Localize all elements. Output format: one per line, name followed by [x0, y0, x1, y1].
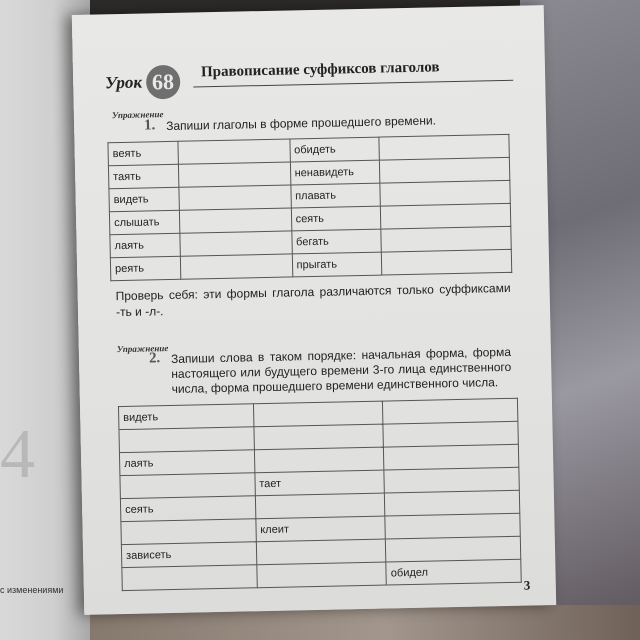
table-cell[interactable] [380, 157, 510, 183]
lesson-header [105, 65, 180, 101]
table-cell: таять [108, 164, 178, 188]
table-cell: видеть [118, 404, 253, 430]
table-cell[interactable] [180, 254, 292, 279]
table-cell[interactable] [178, 162, 290, 187]
check-yourself-text: Проверь себя: эти формы глагола различаются только суффиксами -ть и -л-. [115, 280, 511, 320]
table-cell[interactable] [382, 249, 512, 275]
table-cell[interactable] [256, 539, 386, 565]
exercise1-label: Упражнение [111, 109, 164, 121]
exercise2-table [118, 398, 522, 591]
table-cell: обидеть [289, 137, 379, 162]
table-cell[interactable] [383, 421, 518, 447]
table-cell: лаять [119, 450, 254, 476]
exercise2-instruction: Запиши слова в таком порядке: начальная форма, форма настоящего или будущего времени 3-го лица единственного числа, форма прошедшего времени единственного числа. [170, 344, 512, 396]
table-cell[interactable] [384, 444, 519, 470]
table-cell: видеть [109, 187, 179, 211]
table-cell[interactable] [179, 208, 291, 233]
exercise1-instruction: Запиши глаголы в форме прошедшего времени. [165, 113, 437, 134]
exercise2-number: 2. [148, 350, 161, 367]
table-cell: сеять [120, 496, 255, 522]
left-page-footer: с изменениями [0, 585, 64, 595]
table-cell: бегать [291, 229, 381, 254]
table-cell: сеять [291, 206, 381, 231]
table-cell: веять [108, 141, 178, 165]
table-cell[interactable] [384, 467, 519, 493]
exercise1-number: 1. [143, 117, 156, 134]
table-cell[interactable] [120, 473, 255, 499]
table-cell[interactable] [253, 401, 383, 427]
table-cell: тает [255, 470, 385, 496]
table-cell: ненавидеть [290, 160, 380, 185]
table-cell[interactable] [383, 398, 518, 424]
table-cell[interactable] [381, 203, 511, 229]
table-cell[interactable] [180, 231, 292, 256]
exercise1-table [107, 134, 512, 281]
table-cell[interactable] [178, 139, 290, 164]
table-cell[interactable] [381, 226, 511, 252]
table-cell: обидел [386, 559, 521, 585]
title-underline [193, 80, 513, 88]
table-cell: лаять [110, 233, 180, 257]
table-cell[interactable] [386, 536, 521, 562]
exercise2-label: Упражнение [116, 343, 169, 355]
lesson-number-badge: 68 [146, 65, 181, 100]
page-number: 3 [523, 577, 531, 593]
table-cell: реять [110, 256, 180, 280]
table-cell[interactable] [179, 185, 291, 210]
table-cell: зависеть [121, 542, 256, 568]
table-cell: клеит [256, 516, 386, 542]
table-cell[interactable] [385, 513, 520, 539]
table-cell[interactable] [257, 562, 387, 588]
table-cell: плавать [290, 183, 380, 208]
table-cell[interactable] [379, 134, 509, 160]
table-cell[interactable] [255, 493, 385, 519]
table-cell[interactable] [385, 490, 520, 516]
table-cell[interactable] [254, 424, 384, 450]
lesson-word: Урок [104, 72, 143, 93]
table-cell[interactable] [122, 565, 257, 591]
workbook-page [72, 5, 556, 615]
table-cell[interactable] [121, 519, 256, 545]
table-cell: прыгать [292, 252, 382, 277]
table-cell: слышать [109, 210, 179, 234]
table-cell[interactable] [254, 447, 384, 473]
table-cell[interactable] [380, 180, 510, 206]
page-title: Правописание суффиксов глаголов [200, 59, 440, 81]
left-page-digit: 4 [0, 416, 35, 493]
table-cell[interactable] [119, 427, 254, 453]
